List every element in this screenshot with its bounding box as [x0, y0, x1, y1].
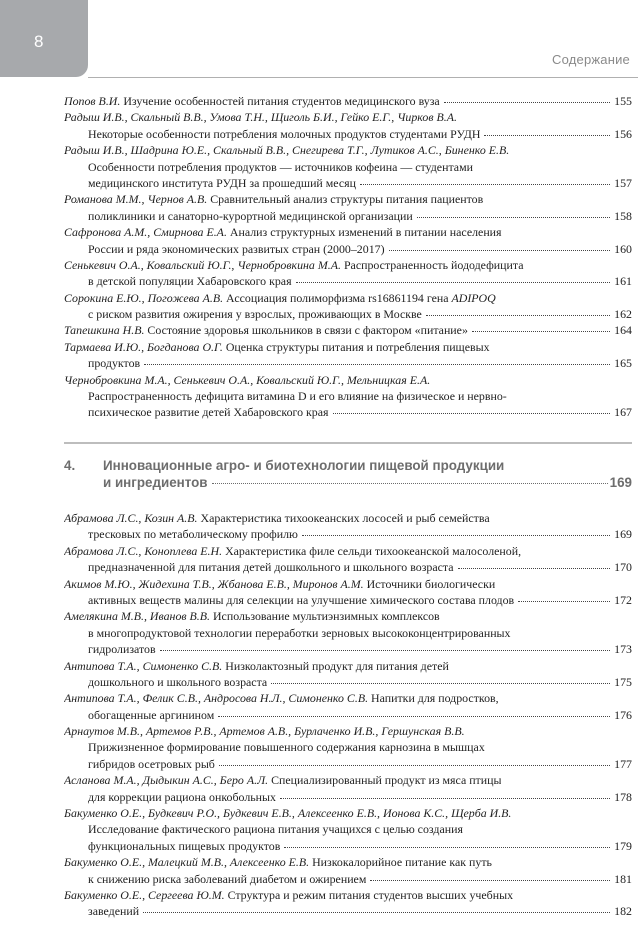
toc-entry-line: [64, 903, 632, 919]
toc-entry-page-number: 176: [614, 707, 632, 722]
toc-entry-authors: Романова М.М., Чернов А.В.: [64, 192, 208, 207]
toc-entry-title: Исследование фактического рациона питания учащихся с целью создания: [88, 822, 463, 837]
toc-entry-line: [64, 372, 632, 388]
dot-leader: [458, 568, 610, 569]
toc-entry[interactable]: [64, 257, 632, 290]
toc-entry-page-number: 158: [614, 208, 632, 223]
toc-entry-authors: Бакуменко О.Е., Будкевич Р.О., Будкевич Е.В., Алексеенко Е.В., Ионова К.С., Щерба И.В.: [64, 806, 512, 821]
toc-entry-text: [88, 821, 463, 837]
toc-entry-page-number: 182: [614, 904, 632, 919]
dot-leader: [444, 102, 610, 103]
toc-entry[interactable]: [64, 772, 632, 805]
toc-entry-text: [64, 109, 457, 125]
toc-entry-text: [88, 559, 454, 575]
toc-entry-gene-name: ADIPOQ: [451, 290, 496, 305]
toc-entry-line: [64, 805, 632, 821]
toc-entry-line: [64, 739, 632, 755]
toc-entry-page-number: 173: [614, 642, 632, 657]
toc-entry-text: [88, 625, 511, 641]
toc-entry-title: продуктов: [88, 356, 141, 371]
section-title-line-2: и ингредиентов: [103, 475, 208, 490]
toc-entry-text: [88, 641, 156, 657]
toc-entry-line: [64, 543, 632, 559]
toc-entry-page-number: 164: [614, 323, 632, 338]
dot-leader: [360, 184, 610, 185]
toc-entry-text: [88, 838, 280, 854]
toc-list-part-1: [64, 93, 632, 421]
toc-entry-text: [64, 543, 521, 559]
toc-entry-authors: Антипова Т.А., Симоненко С.В.: [64, 658, 223, 673]
toc-entry-title: Распространенность йододефицита: [340, 257, 524, 272]
toc-list-part-2: [64, 510, 632, 920]
toc-entry-text: [64, 257, 524, 273]
toc-entry-text: [88, 756, 215, 772]
section-dot-leader: [212, 483, 608, 484]
dot-leader: [280, 798, 610, 799]
toc-entry-line: [64, 658, 632, 674]
toc-entry-line: [64, 510, 632, 526]
toc-entry[interactable]: [64, 372, 632, 421]
toc-entry-page-number: 181: [614, 871, 632, 886]
toc-entry[interactable]: [64, 322, 632, 338]
toc-entry-title: тресковых по метаболическому профилю: [88, 527, 298, 542]
dot-leader: [271, 683, 610, 684]
toc-entry-page-number: 178: [614, 789, 632, 804]
toc-entry[interactable]: [64, 723, 632, 772]
toc-entry-title: в многопродуктовой технологии переработки зерновых высококонцентрированных: [88, 625, 511, 640]
toc-entry[interactable]: [64, 543, 632, 576]
toc-entry-page-number: 165: [614, 356, 632, 371]
toc-entry[interactable]: [64, 510, 632, 543]
page-number: 8: [34, 32, 44, 51]
toc-entry-text: [88, 388, 507, 404]
toc-entry-line: [64, 109, 632, 125]
toc-entry-title: Специализированный продукт из мяса птицы: [268, 773, 502, 788]
toc-entry-title: гибридов осетровых рыб: [88, 756, 215, 771]
dot-leader: [484, 135, 610, 136]
toc-entry-text: [64, 290, 496, 306]
toc-entry-text: [64, 772, 501, 788]
toc-entry-text: [64, 372, 430, 388]
toc-entry-line: [64, 559, 632, 575]
toc-entry-line: [64, 674, 632, 690]
toc-entry-line: [64, 339, 632, 355]
section-divider: [64, 442, 632, 444]
dot-leader: [472, 331, 610, 332]
toc-entry[interactable]: [64, 658, 632, 691]
toc-entry-page-number: 161: [614, 274, 632, 289]
running-header-title: Содержание: [552, 52, 630, 67]
toc-entry-line: [64, 690, 632, 706]
toc-entry-text: [64, 142, 509, 158]
dot-leader: [284, 847, 610, 848]
toc-entry-line: [64, 208, 632, 224]
toc-entry-page-number: 170: [614, 560, 632, 575]
toc-entry-page-number: 172: [614, 592, 632, 607]
toc-entry-title: Анализ структурных изменений в питании населения: [226, 225, 502, 240]
toc-entry-title: Ассоциация полиморфизма rs16861194 гена: [223, 290, 452, 305]
dot-leader: [417, 217, 610, 218]
toc-entry-title: Характеристика тихоокеанских лососей и рыб семейства: [197, 511, 490, 525]
toc-entry-line: [64, 707, 632, 723]
toc-entry-text: [88, 592, 514, 608]
dot-leader: [302, 535, 610, 536]
dot-leader: [160, 650, 610, 651]
toc-entry-line: [64, 273, 632, 289]
toc-entry-title: поликлиники и санаторно-курортной медицинской организации: [88, 208, 413, 223]
toc-entry-text: [64, 690, 499, 706]
toc-entry-text: [88, 404, 329, 420]
toc-entry-text: [88, 175, 356, 191]
toc-entry-title: дошкольного и школьного возраста: [88, 674, 268, 689]
toc-entry-line: [64, 526, 632, 542]
page-number-tab: [0, 0, 88, 77]
toc-entry-line: [64, 322, 632, 338]
toc-entry[interactable]: [64, 142, 632, 191]
toc-entry-line: [64, 191, 632, 207]
toc-entry-text: [88, 126, 480, 142]
toc-entry-page-number: 157: [614, 175, 632, 190]
toc-entry-title: России и ряда экономических развитых стран (2000–2017): [88, 241, 385, 256]
toc-entry-page-number: 175: [614, 674, 632, 689]
toc-entry-line: [64, 142, 632, 158]
toc-entry-title: Использование мультиэнзимных комплексов: [210, 609, 440, 624]
toc-entry-title: Низкокалорийное питание как путь: [309, 855, 492, 870]
toc-entry-line: [64, 93, 632, 109]
toc-entry-authors: Сенькевич О.А., Ковальский Ю.Г., Чернобровкина М.А.: [64, 257, 341, 272]
toc-entry-title: медицинского института РУДН за прошедший месяц: [88, 175, 356, 190]
toc-entry-authors: Тармаева И.Ю., Богданова О.Г.: [64, 339, 223, 354]
toc-entry-title: Распространенность дефицита витамина D и его влияние на физическое и нервно-: [88, 389, 507, 404]
toc-entry-text: [64, 322, 468, 338]
toc-entry-authors: Радыш И.В., Скальный В.В., Умова Т.Н., Щиголь Б.И., Гейко Е.Г., Чирков В.А.: [64, 110, 457, 125]
toc-entry-line: [64, 772, 632, 788]
toc-entry-line: [64, 854, 632, 870]
toc-entry-page-number: 179: [614, 838, 632, 853]
toc-entry-page-number: 160: [614, 241, 632, 256]
toc-entry-title: предназначенной для питания детей дошкольного и школьного возраста: [88, 560, 454, 575]
dot-leader: [370, 880, 610, 881]
toc-entry[interactable]: [64, 887, 632, 920]
toc-entry-title: Напитки для подростков,: [368, 691, 499, 706]
dot-leader: [144, 364, 610, 365]
toc-entry-page-number: 169: [614, 527, 632, 542]
toc-entry-line: [64, 290, 632, 306]
toc-entry-text: [64, 658, 449, 674]
toc-entry[interactable]: [64, 191, 632, 224]
toc-entry-line: [64, 257, 632, 273]
toc-entry[interactable]: [64, 109, 632, 142]
dot-leader: [426, 315, 610, 316]
toc-entry-line: [64, 404, 632, 420]
dot-leader: [218, 716, 610, 717]
dot-leader: [296, 282, 610, 283]
dot-leader: [389, 250, 610, 251]
toc-entry-authors: Амелякина М.В., Иванов В.В.: [64, 609, 210, 624]
toc-entry-title: с риском развития ожирения у взрослых, проживающих в Москве: [88, 307, 422, 322]
toc-entry-text: [88, 355, 140, 371]
toc-entry-title: гидролизатов: [88, 642, 156, 657]
toc-entry-text: [88, 707, 214, 723]
toc-entry-title: Характеристика филе сельди тихоокеанской малосоленой,: [222, 543, 522, 558]
section-number: 4.: [64, 458, 76, 473]
toc-entry-title: Изучение особенностей питания студентов медицинского вуза: [120, 94, 440, 108]
dot-leader: [518, 601, 610, 602]
toc-entry-line: [64, 871, 632, 887]
toc-entry-title: Сравнительный анализ структуры питания пациентов: [207, 192, 484, 207]
toc-entry-line: [64, 887, 632, 903]
toc-entry-page-number: 162: [614, 307, 632, 322]
toc-entry[interactable]: [64, 805, 632, 854]
toc-entry[interactable]: [64, 608, 632, 657]
toc-entry[interactable]: [64, 339, 632, 372]
toc-entry-text: [88, 789, 276, 805]
toc-entry-authors: Акимов М.Ю., Жидехина Т.В., Жбанова Е.В., Миронов А.М.: [64, 576, 364, 591]
toc-entry-page-number: 177: [614, 756, 632, 771]
toc-entry-title: для коррекции рациона онкобольных: [88, 789, 276, 804]
toc-entry-title: Источники биологически: [363, 576, 496, 591]
toc-entry[interactable]: [64, 93, 632, 109]
toc-entry-text: [88, 273, 292, 289]
toc-entry-title: Структура и режим питания студентов высших учебных: [224, 887, 514, 902]
toc-entry-text: [88, 241, 385, 257]
toc-entry-line: [64, 789, 632, 805]
toc-entry-authors: Абрамова Л.С., Козин А.В.: [64, 511, 198, 525]
toc-entry-authors: Тапешкина Н.В.: [64, 323, 145, 338]
toc-entry-text: [88, 674, 267, 690]
toc-entry[interactable]: [64, 576, 632, 609]
toc-entry-authors: Сафронова А.М., Смирнова Е.А.: [64, 225, 227, 240]
toc-entry-authors: Попов В.И.: [64, 94, 121, 108]
toc-entry-line: [64, 625, 632, 641]
toc-entry-title: психическое развитие детей Хабаровского края: [88, 405, 329, 420]
toc-entry-authors: Сорокина Е.Ю., Погожева А.В.: [64, 290, 224, 305]
toc-entry[interactable]: [64, 690, 632, 723]
toc-entry-text: [64, 576, 495, 592]
toc-entry-line: [64, 592, 632, 608]
toc-entry-line: [64, 576, 632, 592]
toc-entry-text: [64, 723, 465, 739]
toc-entry-text: [88, 526, 298, 542]
toc-entry-line: [64, 838, 632, 854]
toc-entry-title: Прижизненное формирование повышенного содержания карнозина в мышцах: [88, 740, 485, 755]
section-page-number: 169: [609, 475, 632, 490]
toc-entry-text: [64, 510, 490, 526]
toc-entry-text: [64, 854, 492, 870]
toc-entry-line: [64, 241, 632, 257]
toc-entry-text: [88, 903, 139, 919]
toc-entry-line: [64, 306, 632, 322]
dot-leader: [219, 765, 610, 766]
toc-entry-line: [64, 756, 632, 772]
toc-entry-text: [64, 224, 502, 240]
dot-leader: [333, 413, 611, 414]
toc-entry-title: Низколактозный продукт для питания детей: [222, 658, 449, 673]
toc-entry[interactable]: [64, 290, 632, 323]
toc-entry-authors: Антипова Т.А., Фелик С.В., Андросова Н.Л., Симоненко С.В.: [64, 691, 369, 706]
toc-entry-title: активных веществ малины для селекции на улучшение химического состава плодов: [88, 592, 515, 607]
toc-entry-authors: Бакуменко О.Е., Малецкий М.В., Алексеенко Е.В.: [64, 855, 310, 870]
toc-entry[interactable]: [64, 854, 632, 887]
toc-entry-title: к снижению риска заболеваний диабетом и ожирением: [88, 871, 367, 886]
toc-entry-text: [88, 871, 366, 887]
section-title-line-1: Инновационные агро- и биотехнологии пищевой продукции: [103, 458, 505, 473]
toc-entry-text: [88, 739, 485, 755]
toc-entry-title: Состояние здоровья школьников в связи с фактором «питание»: [144, 323, 468, 338]
dot-leader: [143, 912, 610, 913]
toc-entry-line: [64, 641, 632, 657]
header-divider: [88, 77, 638, 78]
toc-entry-authors: Чернобровкина М.А., Сенькевич О.А., Ковальский Ю.Г., Мельницкая Е.А.: [64, 372, 431, 387]
toc-entry-authors: Бакуменко О.Е., Сергеева Ю.М.: [64, 887, 225, 902]
toc-entry-authors: Абрамова Л.С., Коноплева Е.Н.: [64, 543, 223, 558]
toc-entry-text: [88, 306, 422, 322]
toc-entry-text: [88, 159, 473, 175]
toc-entry-title: функциональных пищевых продуктов: [88, 838, 281, 853]
toc-entry-text: [64, 608, 440, 624]
toc-entry-line: [64, 821, 632, 837]
toc-entry-line: [64, 388, 632, 404]
toc-entry-title: заведений: [88, 904, 140, 919]
toc-entry-title: в детской популяции Хабаровского края: [88, 274, 292, 289]
toc-entry[interactable]: [64, 224, 632, 257]
toc-entry-page-number: 167: [614, 405, 632, 420]
toc-entry-text: [64, 805, 511, 821]
toc-entry-text: [88, 208, 413, 224]
toc-entry-authors: Радыш И.В., Шадрина Ю.Е., Скальный В.В., Снегирева Т.Г., Лутиков А.С., Биненко Е.В.: [64, 143, 510, 158]
toc-entry-line: [64, 608, 632, 624]
toc-entry-title: Некоторые особенности потребления молочных продуктов студентами РУДН: [88, 126, 481, 141]
section-heading[interactable]: [64, 458, 632, 492]
toc-entry-title: обогащенные аргинином: [88, 707, 215, 722]
toc-entry-text: [64, 887, 513, 903]
toc-entry-text: [64, 339, 490, 355]
toc-entry-line: [64, 355, 632, 371]
toc-entry-line: [64, 126, 632, 142]
toc-entry-text: [64, 191, 483, 207]
toc-entry-line: [64, 175, 632, 191]
toc-entry-authors: Асланова М.А., Дыдыкин А.С., Беро А.Л.: [64, 773, 269, 788]
toc-entry-text: [64, 93, 440, 109]
toc-entry-line: [64, 159, 632, 175]
toc-entry-title: Особенности потребления продуктов — источников кофеина — студентами: [88, 159, 473, 174]
toc-entry-title: Оценка структуры питания и потребления пищевых: [222, 339, 490, 354]
toc-entry-line: [64, 723, 632, 739]
toc-entry-line: [64, 224, 632, 240]
toc-entry-authors: Арнаутов М.В., Артемов Р.В., Артемов А.В., Бурлаченко И.В., Гершунская В.В.: [64, 724, 465, 739]
toc-entry-page-number: 155: [614, 94, 632, 108]
toc-entry-page-number: 156: [614, 126, 632, 141]
